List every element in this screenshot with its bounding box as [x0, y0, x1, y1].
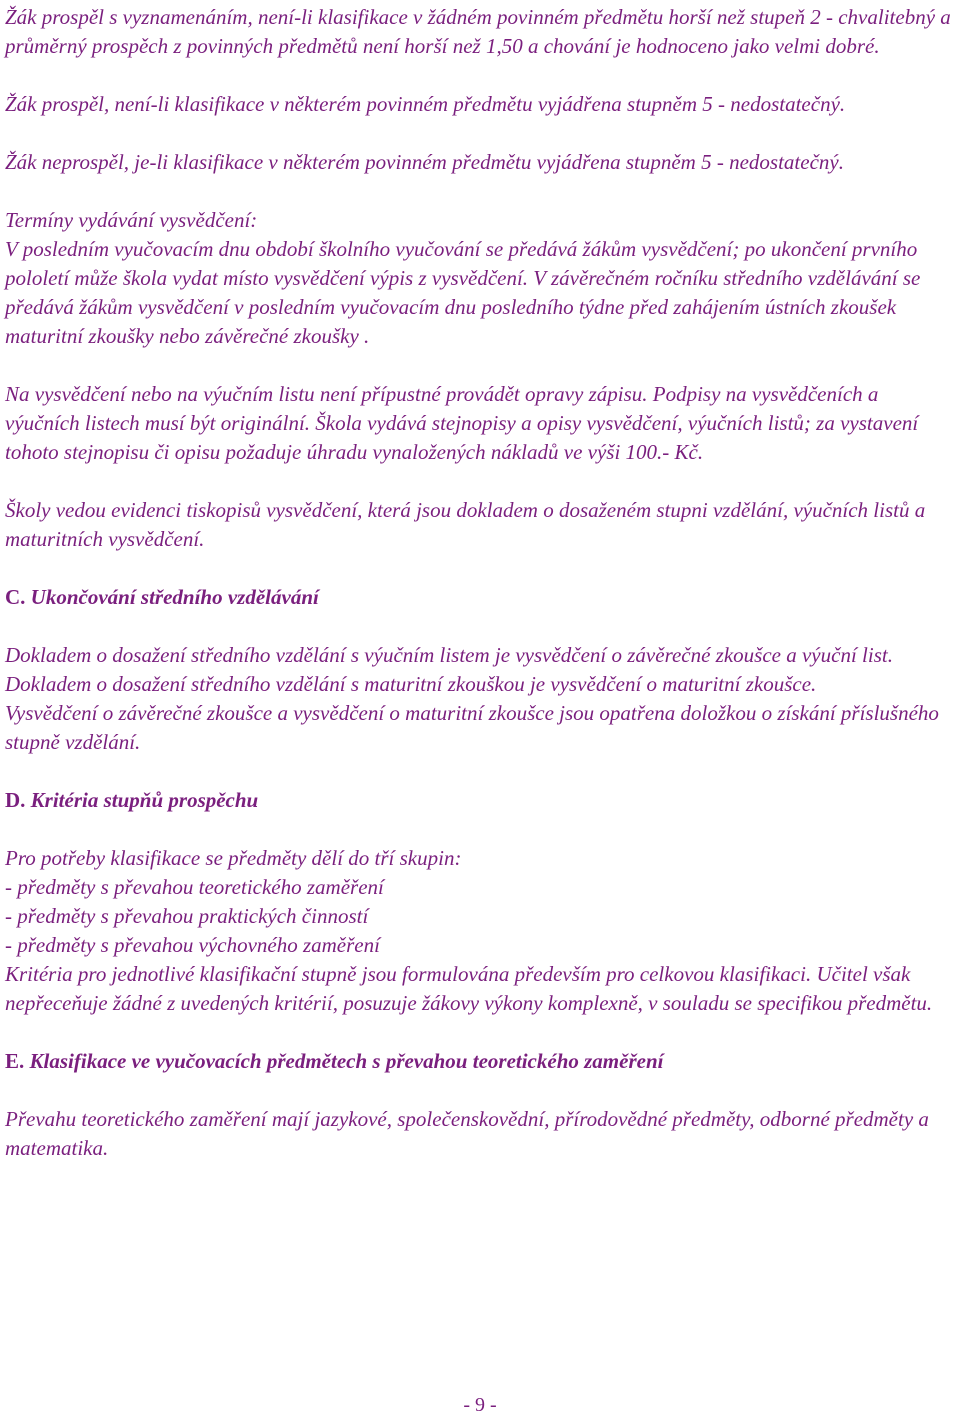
paragraph-corrections: Na vysvědčení nebo na výučním listu není přípustné provádět opravy zápisu. Podpisy na vysvědčeních a výučních listech musí být originální. Škola vydává stejnopisy a opisy vysvědčení, výučních listů; za vystavení tohoto stejnopisu či opisu požaduje úhradu vynaložených nákladů ve výši 100.- Kč. [5, 382, 919, 464]
report-dates-title: Termíny vydávání vysvědčení: [5, 208, 258, 232]
section-d-body [5, 844, 955, 1018]
paragraph-honors: Žák prospěl s vyznamenáním, není-li klasifikace v žádném povinném předmětu horší než stupeň 2 - chvalitebný a průměrný prospěch z povinných předmětů není horší než 1,50 a chování je hodnoceno jako velmi dobré. [5, 5, 951, 58]
list-item: - předměty s převahou teoretického zaměření [5, 875, 384, 899]
section-e-title: Klasifikace ve vyučovacích předmětech s převahou teoretického zaměření [29, 1049, 664, 1073]
section-d-intro: Pro potřeby klasifikace se předměty dělí do tří skupin: [5, 846, 462, 870]
list-item: - předměty s převahou výchovného zaměření [5, 933, 380, 957]
section-d-title: Kritéria stupňů prospěchu [30, 788, 259, 812]
section-c-heading [5, 583, 955, 612]
report-dates-body: V posledním vyučovacím dnu období školního vyučování se předává žákům vysvědčení; po ukončení prvního pololetí může škola vydat místo vysvědčení výpis z vysvědčení. V závěrečném ročníku středního vzdělávání se předává žákům vysvědčení v posledním vyučovacím dnu posledního týdne před zahájením ústních zkoušek maturitní zkoušky nebo závěrečné zkoušky . [5, 237, 921, 348]
section-e-body: Převahu teoretického zaměření mají jazykové, společenskovědní, přírodovědné předměty, odborné předměty a matematika. [5, 1107, 929, 1160]
section-c-title: Ukončování středního vzdělávání [30, 585, 319, 609]
section-c-body [5, 641, 955, 757]
paragraph-report-dates [5, 206, 955, 351]
section-d-heading [5, 786, 955, 815]
section-d-letter: D. [5, 788, 26, 812]
section-c-line-1: Dokladem o dosažení středního vzdělání s výučním listem je vysvědčení o závěrečné zkoušce a výuční list. [5, 643, 893, 667]
list-item: - předměty s převahou praktických činností [5, 904, 369, 928]
page-number: - 9 - [463, 1394, 497, 1416]
section-e-heading [5, 1047, 955, 1076]
paragraph-records: Školy vedou evidenci tiskopisů vysvědčení, která jsou dokladem o dosaženém stupni vzdělání, výučních listů a maturitních vysvědčení. [5, 498, 926, 551]
section-c-letter: C. [5, 585, 26, 609]
section-e-letter: E. [5, 1049, 25, 1073]
section-c-line-2: Dokladem o dosažení středního vzdělání s maturitní zkouškou je vysvědčení o maturitní zkoušce. [5, 672, 817, 696]
document-page [5, 3, 955, 1192]
paragraph-passed: Žák prospěl, není-li klasifikace v některém povinném předmětu vyjádřena stupněm 5 - nedostatečný. [5, 92, 846, 116]
section-c-line-3: Vysvědčení o závěrečné zkoušce a vysvědčení o maturitní zkoušce jsou opatřena doložkou o získání příslušného stupně vzdělání. [5, 701, 939, 754]
section-d-criteria: Kritéria pro jednotlivé klasifikační stupně jsou formulována především pro celkovou klasifikaci. Učitel však nepřeceňuje žádné z uvedených kritérií, posuzuje žákovy výkony komplexně, v souladu se specifikou předmětu. [5, 962, 933, 1015]
paragraph-failed: Žák neprospěl, je-li klasifikace v některém povinném předmětu vyjádřena stupněm 5 - nedostatečný. [5, 150, 844, 174]
